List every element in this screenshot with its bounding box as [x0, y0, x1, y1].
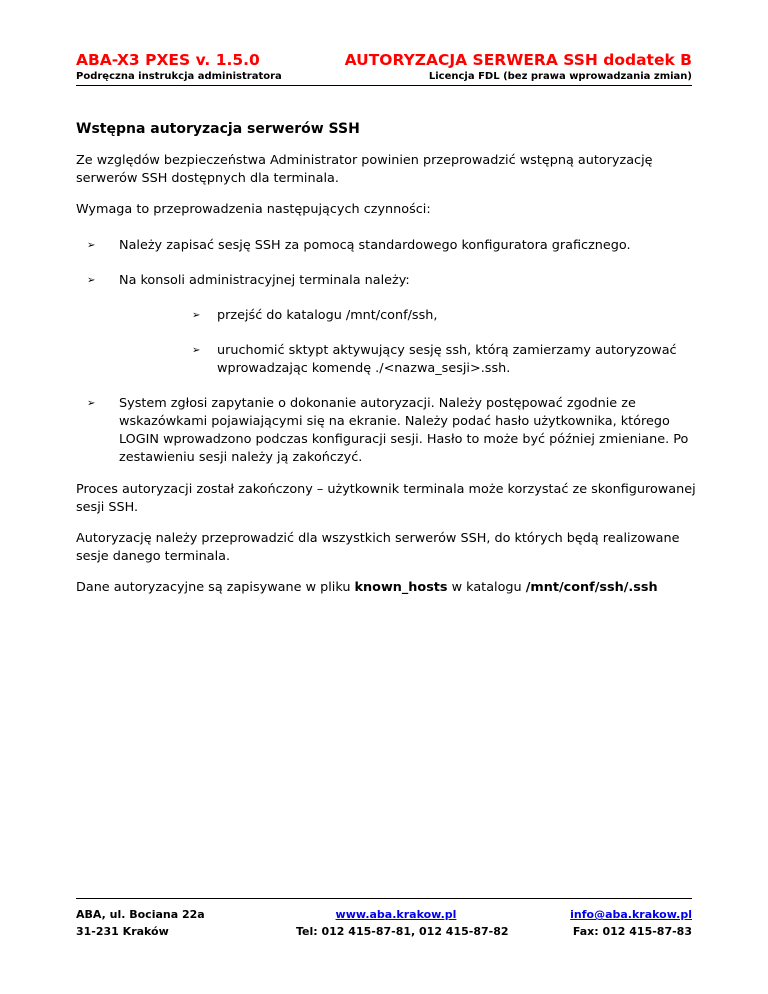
page-header [76, 51, 692, 86]
chapter-title: AUTORYZACJA SERWERA SSH dodatek B [344, 51, 692, 69]
arrow-bullet-icon: ➢ [192, 310, 201, 321]
arrow-bullet-icon: ➢ [87, 240, 96, 251]
address-line: ABA, ul. Bociana 22a [76, 908, 205, 921]
document-title: ABA-X3 PXES v. 1.5.0 [76, 51, 260, 69]
file-name: known_hosts [354, 580, 448, 595]
sub-list-item [76, 307, 696, 325]
data-mid: w katalogu [447, 580, 526, 595]
fax-number: Fax: 012 415-87-83 [572, 925, 692, 938]
step-text: uruchomić sktypt aktywujący sesję ssh, którą zamierzamy autoryzować wprowadzając komendę ./<nazwa_sesji>.ssh. [217, 343, 677, 376]
footer-contact [296, 906, 509, 940]
page-footer [76, 898, 692, 938]
sub-list-item [76, 342, 696, 378]
requires-paragraph: Wymaga to przeprowadzenia następujących czynności: [76, 202, 431, 217]
step-text: System zgłosi zapytanie o dokonanie autoryzacji. Należy postępować zgodnie ze wskazówkami pojawiającymi się na ekranie. Należy podać hasło użytkownika, którego LOGIN wprowadzono podczas konfiguracji sesji. Hasło to może być później zmieniane. Po zestawieniu sesji należy ją zakończyć. [119, 396, 689, 465]
data-location-paragraph [76, 579, 696, 597]
website-link[interactable]: www.aba.krakow.pl [335, 908, 457, 921]
license-note: Licencja FDL (bez prawa wprowadzania zmian) [428, 71, 692, 82]
list-item [76, 272, 696, 290]
intro-paragraph: Ze względów bezpieczeństwa Administrator powinien przeprowadzić wstępną autoryzację serwerów SSH dostępnych dla terminala. [76, 153, 653, 186]
finished-paragraph: Proces autoryzacji został zakończony – użytkownik terminala może korzystać ze skonfigurowanej sesji SSH. [76, 482, 696, 515]
data-prefix: Dane autoryzacyjne są zapisywane w pliku [76, 580, 355, 595]
arrow-bullet-icon: ➢ [192, 345, 201, 356]
arrow-bullet-icon: ➢ [87, 398, 96, 409]
directory-path: /mnt/conf/ssh/.ssh [525, 580, 658, 595]
step-text: Na konsoli administracyjnej terminala należy: [119, 273, 410, 288]
list-item [76, 237, 696, 255]
address-line: 31-231 Kraków [76, 925, 169, 938]
section-title: Wstępna autoryzacja serwerów SSH [76, 121, 360, 137]
footer-email-fax [570, 906, 692, 940]
arrow-bullet-icon: ➢ [87, 275, 96, 286]
email-link[interactable]: info@aba.krakow.pl [570, 908, 692, 921]
list-item [76, 395, 696, 467]
main-content [76, 120, 696, 610]
step-text: przejść do katalogu /mnt/conf/ssh, [217, 308, 438, 323]
all-servers-paragraph: Autoryzację należy przeprowadzić dla wszystkich serwerów SSH, do których będą realizowane sesje danego terminala. [76, 531, 680, 564]
footer-address [76, 906, 205, 940]
step-text: Należy zapisać sesję SSH za pomocą standardowego konfiguratora graficznego. [119, 238, 631, 253]
document-subtitle: Podręczna instrukcja administratora [76, 71, 282, 82]
phone-numbers: Tel: 012 415-87-81, 012 415-87-82 [296, 925, 509, 938]
